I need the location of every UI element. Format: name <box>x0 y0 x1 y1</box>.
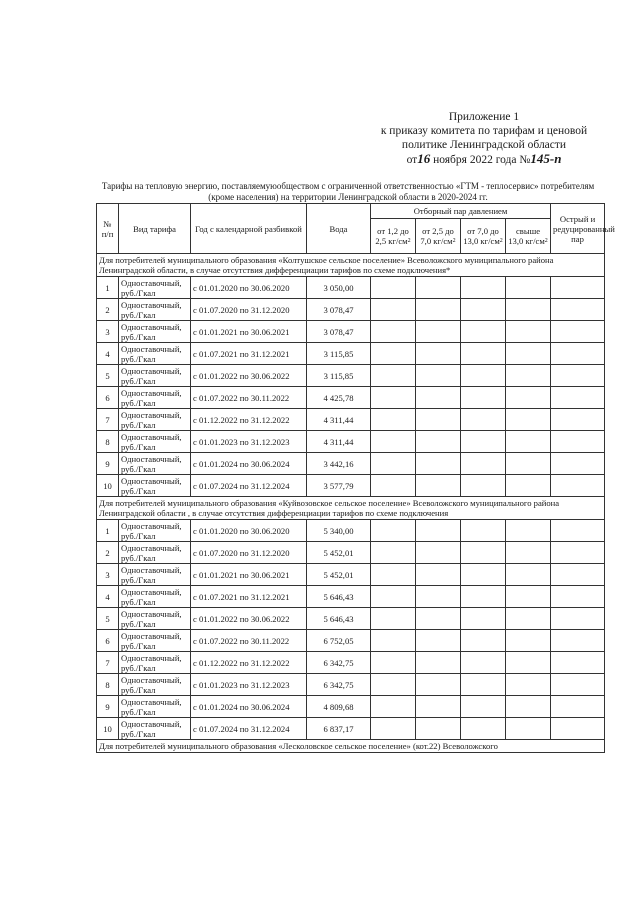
row-empty-cell <box>506 608 551 630</box>
row-water-tariff: 5 452,01 <box>307 542 371 564</box>
row-tariff-type: Одноставочный, руб./Гкал <box>119 718 191 740</box>
row-tariff-type: Одноставочный, руб./Гкал <box>119 696 191 718</box>
row-empty-cell <box>506 586 551 608</box>
row-number: 10 <box>97 718 119 740</box>
row-empty-cell <box>461 475 506 497</box>
row-period: с 01.07.2020 по 31.12.2020 <box>191 542 307 564</box>
col-header-number: № п/п <box>97 204 119 254</box>
tariff-table-title: Тарифы на тепловую энергию, поставляемуюобществом с ограниченной ответственностью «ГТМ - теплосервис» потребителям (кроме населения) на территории Ленинградской области в 2020-2024 гг. <box>101 181 595 202</box>
table-row <box>97 542 605 564</box>
row-water-tariff: 3 078,47 <box>307 321 371 343</box>
row-empty-cell <box>506 321 551 343</box>
row-empty-cell <box>416 520 461 542</box>
row-number: 6 <box>97 387 119 409</box>
table-row <box>97 343 605 365</box>
row-number: 7 <box>97 652 119 674</box>
row-empty-cell <box>551 718 605 740</box>
row-number: 1 <box>97 520 119 542</box>
row-water-tariff: 5 646,43 <box>307 586 371 608</box>
row-empty-cell <box>461 674 506 696</box>
row-tariff-type: Одноставочный, руб./Гкал <box>119 586 191 608</box>
row-empty-cell <box>551 387 605 409</box>
col-header-pressure-2: от 2,5 до 7,0 $кг/см^2$ <box>416 219 461 254</box>
row-period: с 01.07.2024 по 31.12.2024 <box>191 475 307 497</box>
row-water-tariff: 5 646,43 <box>307 608 371 630</box>
row-empty-cell <box>551 475 605 497</box>
row-period: с 01.01.2022 по 30.06.2022 <box>191 608 307 630</box>
row-empty-cell <box>506 718 551 740</box>
row-empty-cell <box>371 608 416 630</box>
row-period: с 01.07.2022 по 30.11.2022 <box>191 630 307 652</box>
row-period: с 01.07.2021 по 31.12.2021 <box>191 586 307 608</box>
row-empty-cell <box>506 409 551 431</box>
row-empty-cell <box>551 696 605 718</box>
col-header-water: Вода <box>307 204 371 254</box>
row-empty-cell <box>551 365 605 387</box>
row-empty-cell <box>416 586 461 608</box>
row-water-tariff: 3 078,47 <box>307 299 371 321</box>
row-empty-cell <box>461 608 506 630</box>
row-empty-cell <box>551 564 605 586</box>
row-empty-cell <box>551 409 605 431</box>
row-empty-cell <box>506 674 551 696</box>
row-period: с 01.07.2020 по 31.12.2020 <box>191 299 307 321</box>
row-empty-cell <box>461 365 506 387</box>
row-empty-cell <box>551 608 605 630</box>
section-header-row <box>97 254 605 277</box>
row-water-tariff: 3 577,79 <box>307 475 371 497</box>
section-title: Для потребителей муниципального образования «Колтушское сельское поселение» Всеволожского муниципального района Ленинградской области, в случае отсутствия дифференциации тарифов по схеме подключения* <box>97 254 605 277</box>
row-empty-cell <box>551 652 605 674</box>
table-row <box>97 453 605 475</box>
row-empty-cell <box>416 277 461 299</box>
table-row <box>97 630 605 652</box>
row-empty-cell <box>416 343 461 365</box>
row-number: 3 <box>97 321 119 343</box>
row-number: 3 <box>97 564 119 586</box>
section-header-row <box>97 740 605 753</box>
row-water-tariff: 5 452,01 <box>307 564 371 586</box>
row-empty-cell <box>461 630 506 652</box>
appendix-date-line <box>364 152 604 167</box>
col-header-pressure-3: от 7,0 до 13,0 $кг/см^2$ <box>461 219 506 254</box>
row-empty-cell <box>371 453 416 475</box>
row-empty-cell <box>461 343 506 365</box>
row-empty-cell <box>416 409 461 431</box>
row-empty-cell <box>551 299 605 321</box>
row-water-tariff: 6 752,05 <box>307 630 371 652</box>
row-tariff-type: Одноставочный, руб./Гкал <box>119 652 191 674</box>
row-tariff-type: Одноставочный, руб./Гкал <box>119 277 191 299</box>
row-empty-cell <box>461 586 506 608</box>
row-period: с 01.01.2024 по 30.06.2024 <box>191 453 307 475</box>
row-empty-cell <box>461 277 506 299</box>
row-number: 5 <box>97 608 119 630</box>
tariff-table <box>96 203 615 753</box>
table-row <box>97 718 605 740</box>
row-empty-cell <box>506 277 551 299</box>
row-period: с 01.07.2024 по 31.12.2024 <box>191 718 307 740</box>
table-row <box>97 696 605 718</box>
row-water-tariff: 4 311,44 <box>307 431 371 453</box>
appendix-title: Приложение 1 <box>448 111 520 123</box>
row-empty-cell <box>551 343 605 365</box>
row-empty-cell <box>551 321 605 343</box>
row-empty-cell <box>506 520 551 542</box>
row-empty-cell <box>371 564 416 586</box>
row-empty-cell <box>551 453 605 475</box>
date-rest: ноября 2022 года № <box>433 154 531 166</box>
row-empty-cell <box>461 696 506 718</box>
row-number: 2 <box>97 299 119 321</box>
col-header-reduced-steam: Острый и редуцированный пар <box>551 204 605 254</box>
row-empty-cell <box>416 542 461 564</box>
table-row <box>97 431 605 453</box>
row-empty-cell <box>416 608 461 630</box>
row-number: 1 <box>97 277 119 299</box>
row-number: 9 <box>97 453 119 475</box>
row-period: с 01.01.2020 по 30.06.2020 <box>191 277 307 299</box>
row-empty-cell <box>551 630 605 652</box>
row-empty-cell <box>371 277 416 299</box>
row-empty-cell <box>371 475 416 497</box>
row-tariff-type: Одноставочный, руб./Гкал <box>119 542 191 564</box>
row-period: с 01.12.2022 по 31.12.2022 <box>191 409 307 431</box>
row-number: 2 <box>97 542 119 564</box>
row-period: с 01.12.2022 по 31.12.2022 <box>191 652 307 674</box>
row-empty-cell <box>461 431 506 453</box>
row-period: с 01.01.2020 по 30.06.2020 <box>191 520 307 542</box>
col-header-pressure-4: свыше 13,0 $кг/см^2$ <box>506 219 551 254</box>
row-empty-cell <box>506 630 551 652</box>
appendix-order-line: к приказу комитета по тарифам и ценовой <box>380 125 588 137</box>
row-period: с 01.01.2021 по 30.06.2021 <box>191 321 307 343</box>
row-empty-cell <box>461 321 506 343</box>
row-period: с 01.01.2024 по 30.06.2024 <box>191 696 307 718</box>
row-empty-cell <box>416 387 461 409</box>
row-empty-cell <box>461 718 506 740</box>
row-empty-cell <box>506 564 551 586</box>
table-row <box>97 674 605 696</box>
row-number: 4 <box>97 343 119 365</box>
row-empty-cell <box>416 696 461 718</box>
row-tariff-type: Одноставочный, руб./Гкал <box>119 608 191 630</box>
appendix-header <box>364 110 604 167</box>
row-empty-cell <box>461 520 506 542</box>
row-period: с 01.01.2023 по 31.12.2023 <box>191 431 307 453</box>
row-empty-cell <box>416 321 461 343</box>
col-header-period: Год с календарной разбивкой <box>191 204 307 254</box>
row-empty-cell <box>551 586 605 608</box>
order-number-handwritten: 145-п <box>530 151 562 166</box>
row-water-tariff: 6 342,75 <box>307 674 371 696</box>
row-empty-cell <box>461 409 506 431</box>
row-empty-cell <box>551 674 605 696</box>
row-empty-cell <box>461 542 506 564</box>
row-water-tariff: 6 837,17 <box>307 718 371 740</box>
row-empty-cell <box>371 299 416 321</box>
table-row <box>97 608 605 630</box>
row-number: 9 <box>97 696 119 718</box>
date-prefix: от <box>406 154 418 166</box>
row-empty-cell <box>371 696 416 718</box>
row-tariff-type: Одноставочный, руб./Гкал <box>119 520 191 542</box>
row-empty-cell <box>416 365 461 387</box>
row-number: 10 <box>97 475 119 497</box>
row-period: с 01.01.2022 по 30.06.2022 <box>191 365 307 387</box>
row-empty-cell <box>506 343 551 365</box>
row-empty-cell <box>551 277 605 299</box>
row-empty-cell <box>551 520 605 542</box>
table-row <box>97 277 605 299</box>
row-empty-cell <box>551 542 605 564</box>
row-empty-cell <box>416 630 461 652</box>
row-empty-cell <box>461 299 506 321</box>
date-day-handwritten: 16 <box>417 151 431 166</box>
row-period: с 01.07.2021 по 31.12.2021 <box>191 343 307 365</box>
table-row <box>97 564 605 586</box>
row-period: с 01.01.2021 по 30.06.2021 <box>191 564 307 586</box>
row-empty-cell <box>506 542 551 564</box>
table-row <box>97 475 605 497</box>
row-empty-cell <box>416 431 461 453</box>
row-empty-cell <box>461 564 506 586</box>
row-tariff-type: Одноставочный, руб./Гкал <box>119 431 191 453</box>
row-empty-cell <box>416 299 461 321</box>
row-empty-cell <box>506 365 551 387</box>
row-empty-cell <box>506 387 551 409</box>
row-empty-cell <box>371 343 416 365</box>
col-header-pressure-1: от 1,2 до 2,5 $кг/см^2$ <box>371 219 416 254</box>
row-empty-cell <box>416 475 461 497</box>
row-tariff-type: Одноставочный, руб./Гкал <box>119 321 191 343</box>
table-row <box>97 299 605 321</box>
row-empty-cell <box>506 652 551 674</box>
row-tariff-type: Одноставочный, руб./Гкал <box>119 453 191 475</box>
appendix-committee-line: политике Ленинградской области <box>401 139 567 151</box>
section-header-row <box>97 497 605 520</box>
row-empty-cell <box>416 564 461 586</box>
row-number: 5 <box>97 365 119 387</box>
row-period: с 01.07.2022 по 30.11.2022 <box>191 387 307 409</box>
row-water-tariff: 3 115,85 <box>307 365 371 387</box>
table-row <box>97 652 605 674</box>
row-number: 4 <box>97 586 119 608</box>
row-empty-cell <box>506 696 551 718</box>
row-tariff-type: Одноставочный, руб./Гкал <box>119 564 191 586</box>
row-number: 8 <box>97 431 119 453</box>
table-row <box>97 520 605 542</box>
row-empty-cell <box>371 321 416 343</box>
row-water-tariff: 4 311,44 <box>307 409 371 431</box>
row-water-tariff: 3 442,16 <box>307 453 371 475</box>
row-tariff-type: Одноставочный, руб./Гкал <box>119 630 191 652</box>
row-empty-cell <box>416 652 461 674</box>
row-empty-cell <box>416 453 461 475</box>
row-number: 6 <box>97 630 119 652</box>
row-empty-cell <box>416 718 461 740</box>
table-row <box>97 409 605 431</box>
row-water-tariff: 4 809,68 <box>307 696 371 718</box>
row-water-tariff: 4 425,78 <box>307 387 371 409</box>
row-empty-cell <box>506 475 551 497</box>
row-tariff-type: Одноставочный, руб./Гкал <box>119 475 191 497</box>
row-number: 7 <box>97 409 119 431</box>
row-number: 8 <box>97 674 119 696</box>
row-empty-cell <box>371 542 416 564</box>
row-empty-cell <box>551 431 605 453</box>
table-row <box>97 321 605 343</box>
row-empty-cell <box>371 431 416 453</box>
row-empty-cell <box>506 299 551 321</box>
row-empty-cell <box>371 520 416 542</box>
col-header-tariff-type: Вид тарифа <box>119 204 191 254</box>
row-empty-cell <box>371 630 416 652</box>
row-empty-cell <box>461 652 506 674</box>
table-row <box>97 387 605 409</box>
row-tariff-type: Одноставочный, руб./Гкал <box>119 299 191 321</box>
row-period: с 01.01.2023 по 31.12.2023 <box>191 674 307 696</box>
row-empty-cell <box>461 387 506 409</box>
row-tariff-type: Одноставочный, руб./Гкал <box>119 387 191 409</box>
row-empty-cell <box>371 718 416 740</box>
section-title: Для потребителей муниципального образования «Лесколовское сельское поселение» (кот.22) Всеволожского <box>97 740 605 753</box>
row-empty-cell <box>416 674 461 696</box>
row-water-tariff: 6 342,75 <box>307 652 371 674</box>
row-empty-cell <box>371 674 416 696</box>
row-empty-cell <box>371 652 416 674</box>
table-row <box>97 365 605 387</box>
row-water-tariff: 5 340,00 <box>307 520 371 542</box>
row-empty-cell <box>506 453 551 475</box>
row-empty-cell <box>371 387 416 409</box>
table-row <box>97 586 605 608</box>
row-empty-cell <box>506 431 551 453</box>
row-empty-cell <box>371 409 416 431</box>
row-empty-cell <box>371 365 416 387</box>
row-tariff-type: Одноставочный, руб./Гкал <box>119 674 191 696</box>
row-empty-cell <box>461 453 506 475</box>
col-header-steam-group: Отборный пар давлением <box>371 204 551 219</box>
row-water-tariff: 3 115,85 <box>307 343 371 365</box>
row-tariff-type: Одноставочный, руб./Гкал <box>119 409 191 431</box>
row-tariff-type: Одноставочный, руб./Гкал <box>119 365 191 387</box>
row-empty-cell <box>371 586 416 608</box>
row-tariff-type: Одноставочный, руб./Гкал <box>119 343 191 365</box>
row-water-tariff: 3 050,00 <box>307 277 371 299</box>
section-title: Для потребителей муниципального образования «Куйвозовское сельское поселение» Всеволожского муниципального района Ленинградской области , в случае отсутствия дифференциации тарифов по схеме подключения <box>97 497 605 520</box>
